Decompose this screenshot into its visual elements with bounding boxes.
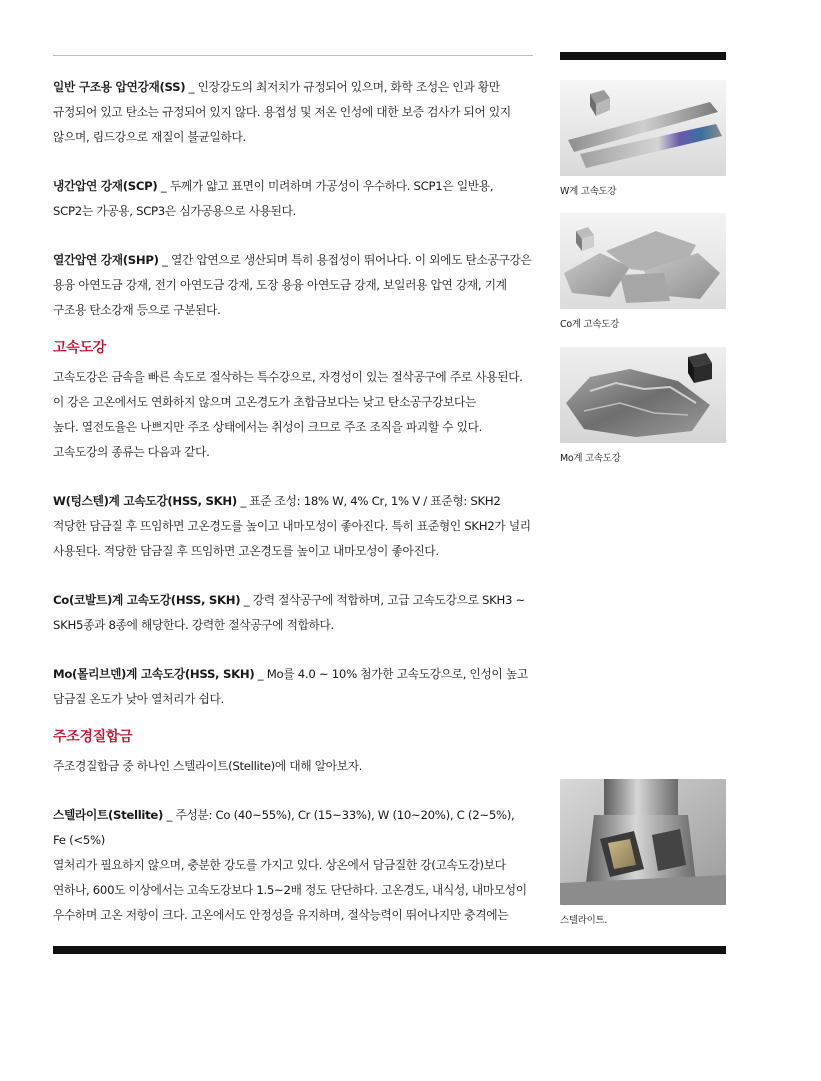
body-text: _ 표준 조성: 18% W, 4% Cr, 1% V / 표준형: SKH2 — [236, 494, 501, 508]
paragraph-stellite — [53, 803, 543, 928]
paragraph-hss-intro — [53, 365, 543, 465]
figure-caption: Mo계 고속도강 — [560, 453, 621, 464]
body-text: _ 두께가 얇고 표면이 미려하며 가공성이 우수하다. SCP1은 일반용, — [157, 179, 494, 193]
paragraph-mo-hss — [53, 662, 543, 712]
term-shp: 열간압연 강재(SHP) — [53, 253, 159, 267]
body-line: 않으며, 림드강으로 재질이 불균일하다. — [53, 130, 246, 144]
top-divider — [53, 55, 533, 56]
paragraph-w-hss — [53, 489, 543, 564]
body-line: 우수하며 고온 저항이 크다. 고온에서도 안정성을 유지하며, 절삭능력이 뛰어나지만 충격에는 — [53, 908, 509, 922]
body-line: 이 강은 고온에서도 연화하지 않으며 고온경도가 초합금보다는 낮고 탄소공구강보다는 — [53, 395, 476, 409]
body-line: Fe (<5%) — [53, 833, 106, 847]
body-line: SCP2는 가공용, SCP3은 심가공용으로 사용된다. — [53, 204, 297, 218]
body-line: 고속도강의 종류는 다음과 같다. — [53, 445, 210, 459]
sidebar-top-bar — [560, 52, 726, 60]
body-line: 열처리가 필요하지 않으며, 충분한 강도를 가지고 있다. 상온에서 담금질한 강(고속도강)보다 — [53, 858, 506, 872]
footer-bar — [53, 946, 726, 954]
paragraph-scp — [53, 174, 543, 224]
w-hss-photo — [560, 80, 726, 176]
term-ss: 일반 구조용 압연강재(SS) — [53, 80, 186, 94]
body-line: 구조용 탄소강재 등으로 구분된다. — [53, 303, 221, 317]
body-line: 높다. 열전도율은 나쁘지만 주조 상태에서는 취성이 크므로 주조 조직을 파괴할 수 있다. — [53, 420, 483, 434]
figure-mo-hss — [560, 347, 726, 464]
paragraph-ss — [53, 75, 543, 150]
figure-caption: 스텔라이트. — [560, 915, 608, 926]
figure-stellite — [560, 779, 726, 926]
body-text: _ 주성분: Co (40~55%), Cr (15~33%), W (10~20%), C (2~5%), — [163, 808, 515, 822]
body-line: 담금질 온도가 낮아 열처리가 쉽다. — [53, 692, 224, 706]
term-scp: 냉간압연 강재(SCP) — [53, 179, 158, 193]
figure-co-hss — [560, 213, 726, 330]
main-column — [53, 75, 543, 928]
body-line: 연하나, 600도 이상에서는 고속도강보다 1.5~2배 정도 단단하다. 고온경도, 내식성, 내마모성이 — [53, 883, 527, 897]
term-co-hss: Co(코발트)계 고속도강(HSS, SKH) — [53, 593, 241, 607]
body-line: 적당한 담금질 후 뜨임하면 고온경도를 높이고 내마모성이 좋아진다. 특히 표준형인 SKH2가 널리 — [53, 519, 531, 533]
term-w-hss: W(텅스텐)계 고속도강(HSS, SKH) — [53, 494, 237, 508]
body-line: 규정되어 있고 탄소는 규정되어 있지 않다. 용접성 및 저온 인성에 대한 보증 검사가 되어 있지 — [53, 105, 511, 119]
body-text: _ 열간 압연으로 생산되며 특히 용접성이 뛰어나다. 이 외에도 탄소공구강은 — [158, 253, 532, 267]
figure-w-hss — [560, 80, 726, 197]
co-hss-photo — [560, 213, 726, 309]
figure-caption: Co계 고속도강 — [560, 319, 619, 330]
body-text: _ 인장강도의 최저치가 규정되어 있으며, 화학 조성은 인과 황만 — [185, 80, 500, 94]
section-heading-hss: 고속도강 — [53, 340, 106, 356]
body-text: _ 강력 절삭공구에 적합하며, 고급 고속도강으로 SKH3 ~ — [240, 593, 526, 607]
body-text: _ Mo를 4.0 ~ 10% 첨가한 고속도강으로, 인성이 높고 — [254, 667, 528, 681]
term-mo-hss: Mo(몰리브덴)계 고속도강(HSS, SKH) — [53, 667, 255, 681]
figure-caption: W계 고속도강 — [560, 186, 617, 197]
mo-hss-photo — [560, 347, 726, 443]
paragraph-cast-intro: 주조경질합금 중 하나인 스텔라이트(Stellite)에 대해 알아보자. — [53, 759, 363, 773]
body-line: SKH5종과 8종에 해당한다. 강력한 절삭공구에 적합하다. — [53, 618, 334, 632]
body-line: 사용된다. 적당한 담금질 후 뜨임하면 고온경도를 높이고 내마모성이 좋아진다. — [53, 544, 439, 558]
paragraph-co-hss — [53, 588, 543, 638]
section-heading-cast-alloy: 주조경질합금 — [53, 729, 133, 745]
body-line: 용융 아연도금 강재, 전기 아연도금 강재, 도장 용융 아연도금 강재, 보일러용 압연 강재, 기계 — [53, 278, 507, 292]
body-line: 고속도강은 금속을 빠른 속도로 절삭하는 특수강으로, 자경성이 있는 절삭공구에 주로 사용된다. — [53, 370, 523, 384]
paragraph-shp — [53, 248, 543, 323]
stellite-tool-photo — [560, 779, 726, 905]
term-stellite: 스텔라이트(Stellite) — [53, 808, 164, 822]
